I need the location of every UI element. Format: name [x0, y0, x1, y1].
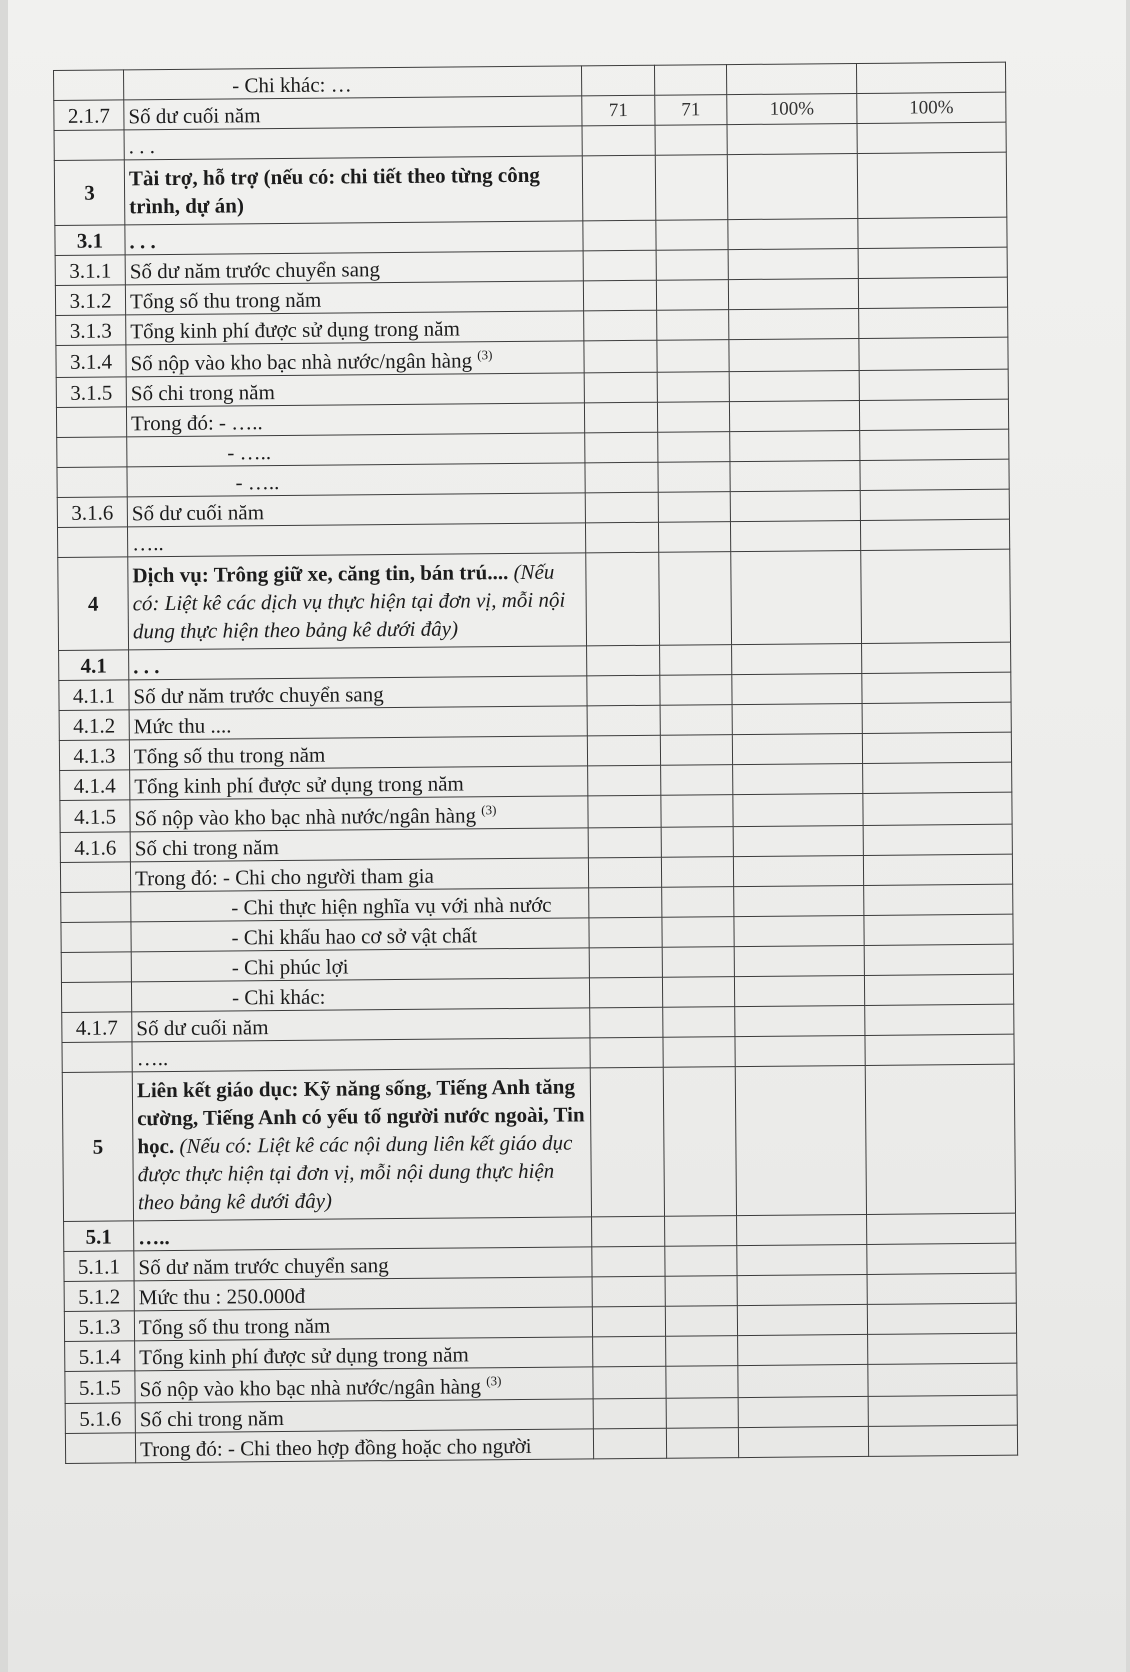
- row-label: [131, 888, 589, 922]
- row-label-text: …..: [132, 531, 164, 556]
- value-cell-v3: [729, 308, 859, 339]
- value-cell-v2: [665, 1276, 737, 1307]
- row-label: [132, 1068, 591, 1221]
- value-cell-v2: [666, 1428, 738, 1459]
- value-cell-v4: [865, 1034, 1014, 1065]
- row-label-text: Số dư cuối năm: [128, 103, 261, 129]
- value-cell-v4: [862, 672, 1011, 703]
- value-cell-v2: [662, 977, 734, 1008]
- row-code: 3.1.5: [56, 377, 126, 408]
- value-cell-v2: [656, 250, 728, 281]
- value-cell-v1: [593, 1428, 666, 1459]
- row-label-text: Số dư cuối năm: [131, 500, 265, 526]
- row-label: [124, 126, 582, 160]
- value-cell-v4: [867, 1273, 1016, 1304]
- row-label: [126, 403, 584, 437]
- row-label: [131, 918, 589, 952]
- value-cell-v3: [728, 248, 858, 279]
- row-label-text: . . .: [129, 229, 156, 254]
- row-label: [132, 1008, 590, 1042]
- value-cell-v3: [727, 123, 857, 154]
- value-cell-v4: [860, 489, 1009, 520]
- value-cell-v2: [654, 65, 726, 96]
- value-cell-v1: [584, 402, 657, 433]
- value-cell-v2: [661, 827, 733, 858]
- value-cell-v4: [867, 1213, 1016, 1244]
- value-cell-v4: [859, 399, 1008, 430]
- value-cell-v4: [862, 642, 1011, 673]
- value-cell-v4: [859, 307, 1008, 338]
- value-cell-v4: [863, 792, 1012, 825]
- footnote-marker: (3): [486, 1373, 502, 1389]
- value-cell-v3: [728, 218, 858, 249]
- value-cell-v4: [859, 369, 1008, 400]
- value-cell-v2: [662, 917, 734, 948]
- value-cell-v4: [857, 122, 1006, 153]
- row-label: [135, 1429, 593, 1463]
- value-cell-v1: [592, 1306, 665, 1337]
- row-label-text: …..: [136, 1046, 169, 1071]
- value-cell-v1: [592, 1246, 665, 1277]
- row-label: [126, 341, 584, 377]
- row-code: [54, 130, 124, 161]
- row-label-text: . . .: [128, 134, 156, 159]
- value-cell-v2: 71: [655, 95, 727, 126]
- value-cell-v4: [858, 277, 1007, 308]
- value-cell-v4: [864, 884, 1013, 915]
- value-cell-v1: [587, 705, 660, 736]
- value-cell-v1: [589, 917, 662, 948]
- row-label: [135, 1367, 593, 1403]
- value-cell-v3: [726, 63, 856, 94]
- value-cell-v4: [863, 854, 1012, 885]
- value-cell-v4: [860, 459, 1009, 490]
- value-cell-v4: [865, 1064, 1015, 1214]
- row-label: [131, 978, 589, 1012]
- section-note: (Nếu có: Liệt kê các nội dung liên kết giáo dục được thực hiện tại đơn vị, mỗi nội dung thực hiện theo bảng kê dưới đây): [137, 1130, 573, 1215]
- value-cell-v2: [666, 1398, 738, 1429]
- value-cell-v4: [868, 1425, 1017, 1456]
- row-label: [125, 281, 583, 315]
- value-cell-v1: [587, 645, 660, 676]
- value-cell-v3: [735, 1005, 865, 1036]
- value-cell-v4: [859, 337, 1008, 370]
- value-cell-v2: [661, 857, 733, 888]
- value-cell-v3: 100%: [727, 93, 857, 124]
- value-cell-v2: [663, 1007, 735, 1038]
- row-label: [134, 1217, 592, 1251]
- table-row: [54, 152, 1007, 225]
- section-title: Tài trợ, hỗ trợ (nếu có: chi tiết theo từng công trình, dự án): [128, 162, 540, 219]
- value-cell-v4: [863, 762, 1012, 793]
- value-cell-v3: [733, 855, 863, 886]
- value-cell-v1: [592, 1216, 665, 1247]
- value-cell-v4: [868, 1395, 1017, 1426]
- value-cell-v2: [658, 462, 730, 493]
- value-cell-v1: [593, 1336, 666, 1367]
- value-cell-v1: [589, 887, 662, 918]
- value-cell-v1: 71: [582, 95, 655, 126]
- value-cell-v3: [732, 643, 862, 674]
- row-code: [54, 70, 124, 101]
- value-cell-v3: [733, 825, 863, 856]
- value-cell-v4: [863, 824, 1012, 855]
- row-label-text: Tổng kinh phí được sử dụng trong năm: [130, 316, 460, 344]
- row-code: 5.1.2: [64, 1281, 134, 1312]
- value-cell-v3: [734, 945, 864, 976]
- row-label-text: - Chi phúc lợi: [231, 954, 349, 980]
- row-label: [125, 251, 583, 285]
- row-label: [130, 796, 588, 832]
- value-cell-v2: [666, 1366, 738, 1399]
- value-cell-v3: [728, 278, 858, 309]
- row-label: [124, 156, 583, 225]
- row-label-text: Số chi trong năm: [139, 1406, 284, 1432]
- value-cell-v4: [860, 519, 1009, 550]
- row-code: 5.1.1: [64, 1251, 134, 1282]
- value-cell-v2: [663, 1037, 735, 1068]
- value-cell-v4: [864, 944, 1013, 975]
- section-title: Liên kết giáo dục: Kỹ năng sống, Tiếng Anh tăng cường, Tiếng Anh có yếu tố người nước ngoài, Tin học.: [136, 1074, 585, 1159]
- value-cell-v2: [657, 340, 729, 373]
- row-label-text: Số dư năm trước chuyển sang: [133, 682, 384, 709]
- value-cell-v3: [733, 763, 863, 794]
- row-code: [61, 922, 131, 953]
- row-code: 3.1: [55, 225, 125, 256]
- value-cell-v3: [738, 1396, 868, 1427]
- row-code: 5: [62, 1072, 133, 1222]
- value-cell-v3: [730, 430, 860, 461]
- row-code: 4.1.7: [62, 1012, 132, 1043]
- row-label: [124, 66, 582, 100]
- section-title: Dịch vụ: Trông giữ xe, căng tin, bán trú....: [132, 560, 509, 588]
- row-code: 4.1.4: [60, 770, 130, 801]
- value-cell-v3: [737, 1214, 867, 1245]
- value-cell-v4: [868, 1363, 1017, 1396]
- row-code: 5.1.6: [65, 1403, 135, 1434]
- table-body: [54, 62, 1018, 1463]
- row-code: [65, 1433, 135, 1464]
- row-label: [127, 463, 585, 497]
- value-cell-v2: [665, 1306, 737, 1337]
- value-cell-v2: [663, 1067, 736, 1217]
- row-code: 4.1.2: [59, 710, 129, 741]
- value-cell-v2: [660, 705, 732, 736]
- row-code: [61, 892, 131, 923]
- row-label-text: Số nộp vào kho bạc nhà nước/ngân hàng: [134, 803, 477, 831]
- row-label-text: Mức thu : 250.000đ: [138, 1283, 306, 1310]
- value-cell-v1: [585, 492, 658, 523]
- row-label-text: Số nộp vào kho bạc nhà nước/ngân hàng: [130, 348, 473, 376]
- value-cell-v1: [583, 220, 656, 251]
- row-label-text: Số nộp vào kho bạc nhà nước/ngân hàng: [139, 1374, 482, 1402]
- value-cell-v2: [657, 372, 729, 403]
- value-cell-v3: [734, 915, 864, 946]
- value-cell-v4: [864, 914, 1013, 945]
- value-cell-v4: [867, 1243, 1016, 1274]
- row-label: [127, 433, 585, 467]
- row-label: [125, 221, 583, 255]
- value-cell-v3: [735, 1065, 866, 1215]
- financial-report-sheet: [53, 62, 1018, 1464]
- row-label-text: Số chi trong năm: [134, 835, 279, 861]
- value-cell-v2: [659, 552, 732, 646]
- value-cell-v4: 100%: [857, 92, 1006, 123]
- row-code: 5.1: [64, 1221, 134, 1252]
- value-cell-v3: [738, 1426, 868, 1457]
- value-cell-v2: [660, 645, 732, 676]
- value-cell-v1: [584, 372, 657, 403]
- row-label-text: Số chi trong năm: [130, 380, 276, 406]
- value-cell-v4: [858, 217, 1007, 248]
- table-row: [58, 549, 1011, 650]
- value-cell-v1: [588, 827, 661, 858]
- row-label-text: Số dư cuối năm: [136, 1015, 269, 1041]
- row-code: [57, 527, 127, 558]
- value-cell-v2: [660, 735, 732, 766]
- row-code: 3.1.1: [55, 255, 125, 286]
- row-code: 2.1.7: [54, 100, 124, 131]
- value-cell-v4: [860, 429, 1009, 460]
- row-label: [135, 1337, 593, 1371]
- value-cell-v3: [733, 793, 863, 826]
- value-cell-v2: [658, 492, 730, 523]
- value-cell-v1: [588, 765, 661, 796]
- row-label-text: Trong đó: - Chi theo hợp đồng hoặc cho người: [139, 1433, 532, 1462]
- row-label-text: Trong đó: - …..: [130, 410, 263, 436]
- value-cell-v2: [658, 522, 730, 553]
- row-label-text: Số dư năm trước chuyển sang: [138, 1253, 389, 1280]
- value-cell-v3: [730, 460, 860, 491]
- value-cell-v3: [738, 1334, 868, 1365]
- value-cell-v2: [658, 432, 730, 463]
- value-cell-v3: [729, 370, 859, 401]
- row-label: [134, 1277, 592, 1311]
- value-cell-v1: [590, 1007, 663, 1038]
- row-label-text: Tổng số thu trong năm: [138, 1313, 331, 1340]
- footnote-marker: (3): [477, 347, 493, 363]
- row-label-text: - …..: [235, 470, 280, 495]
- value-cell-v3: [738, 1364, 868, 1397]
- row-code: 4.1.1: [59, 680, 129, 711]
- row-label-text: Tổng số thu trong năm: [129, 287, 322, 314]
- row-label: [127, 523, 585, 557]
- row-code: [62, 1042, 132, 1073]
- value-cell-v2: [661, 765, 733, 796]
- row-code: 5.1.4: [65, 1341, 135, 1372]
- value-cell-v3: [732, 673, 862, 704]
- row-label: [130, 858, 588, 892]
- value-cell-v3: [737, 1274, 867, 1305]
- row-code: [61, 982, 131, 1013]
- row-label: [134, 1307, 592, 1341]
- value-cell-v2: [665, 1246, 737, 1277]
- value-cell-v3: [732, 703, 862, 734]
- row-code: 4.1.3: [59, 740, 129, 771]
- value-cell-v3: [729, 338, 859, 371]
- row-code: 4.1.5: [60, 800, 130, 833]
- row-label: [132, 1038, 590, 1072]
- value-cell-v2: [657, 402, 729, 433]
- value-cell-v1: [581, 65, 654, 96]
- value-cell-v2: [655, 125, 727, 156]
- value-cell-v3: [734, 885, 864, 916]
- value-cell-v4: [867, 1303, 1016, 1334]
- row-label-text: - Chi khấu hao cơ sở vật chất: [231, 923, 478, 950]
- value-cell-v1: [590, 1067, 664, 1217]
- row-label-text: Trong đó: - Chi cho người tham gia: [134, 863, 434, 891]
- value-cell-v4: [856, 62, 1005, 93]
- value-cell-v3: [727, 153, 858, 219]
- row-label-text: Mức thu ....: [133, 713, 232, 739]
- value-cell-v3: [730, 520, 860, 551]
- value-cell-v2: [657, 310, 729, 341]
- value-cell-v1: [583, 250, 656, 281]
- row-code: [57, 467, 127, 498]
- row-label: [129, 736, 587, 770]
- value-cell-v4: [864, 974, 1013, 1005]
- row-label: [128, 553, 587, 650]
- row-code: 3.1.4: [56, 345, 126, 378]
- value-cell-v3: [732, 733, 862, 764]
- row-code: [61, 952, 131, 983]
- section-note: (Nếu có: Liệt kê các dịch vụ thực hiện tại đơn vị, mỗi nội dung thực hiện theo bảng kê dưới đây): [132, 559, 566, 644]
- value-cell-v1: [583, 280, 656, 311]
- value-cell-v1: [585, 522, 658, 553]
- value-cell-v2: [662, 947, 734, 978]
- row-label: [131, 948, 589, 982]
- footnote-marker: (3): [481, 802, 497, 818]
- value-cell-v1: [593, 1398, 666, 1429]
- value-cell-v1: [584, 340, 657, 373]
- row-label: [130, 828, 588, 862]
- row-label: [134, 1247, 592, 1281]
- row-code: 3: [54, 160, 125, 226]
- value-cell-v4: [862, 702, 1011, 733]
- value-cell-v3: [735, 1035, 865, 1066]
- value-cell-v1: [582, 125, 655, 156]
- row-code: [56, 407, 126, 438]
- row-label: [129, 706, 587, 740]
- value-cell-v3: [737, 1244, 867, 1275]
- value-cell-v2: [655, 155, 728, 221]
- paper-page: [8, 0, 1126, 1672]
- row-label-text: - Chi thực hiện nghĩa vụ với nhà nước: [231, 892, 552, 920]
- row-label-text: - Chi khác:: [231, 984, 326, 1010]
- value-cell-v1: [589, 977, 662, 1008]
- value-cell-v2: [656, 220, 728, 251]
- value-cell-v3: [730, 490, 860, 521]
- value-cell-v1: [582, 155, 656, 221]
- row-label: [135, 1399, 593, 1433]
- row-label: [126, 311, 584, 345]
- value-cell-v4: [862, 732, 1011, 763]
- value-cell-v1: [586, 552, 660, 646]
- value-cell-v1: [592, 1276, 665, 1307]
- row-code: 3.1.6: [57, 497, 127, 528]
- row-code: 4.1.6: [60, 832, 130, 863]
- value-cell-v3: [737, 1304, 867, 1335]
- row-code: [57, 437, 127, 468]
- row-code: 5.1.3: [64, 1311, 134, 1342]
- value-cell-v1: [587, 675, 660, 706]
- value-cell-v4: [868, 1333, 1017, 1364]
- value-cell-v1: [593, 1366, 666, 1399]
- value-cell-v1: [588, 795, 661, 828]
- value-cell-v2: [662, 887, 734, 918]
- value-cell-v4: [865, 1004, 1014, 1035]
- row-label-text: Số dư năm trước chuyển sang: [129, 257, 381, 284]
- value-cell-v1: [585, 432, 658, 463]
- value-cell-v1: [585, 462, 658, 493]
- row-code: 3.1.2: [55, 285, 125, 316]
- value-cell-v3: [731, 550, 862, 644]
- value-cell-v2: [666, 1336, 738, 1367]
- table-row: [62, 1064, 1015, 1221]
- row-label-text: - …..: [227, 440, 272, 465]
- value-cell-v4: [861, 549, 1011, 643]
- value-cell-v1: [588, 857, 661, 888]
- row-label-text: Tổng số thu trong năm: [133, 742, 326, 769]
- value-cell-v2: [656, 280, 728, 311]
- value-cell-v1: [589, 947, 662, 978]
- row-label-text: - Chi khác: …: [232, 72, 352, 98]
- value-cell-v1: [584, 310, 657, 341]
- value-cell-v2: [661, 795, 733, 828]
- row-label: [127, 493, 585, 527]
- value-cell-v3: [734, 975, 864, 1006]
- value-cell-v4: [857, 152, 1007, 218]
- row-code: [60, 862, 130, 893]
- row-code: 5.1.5: [65, 1371, 135, 1404]
- row-label: [130, 766, 588, 800]
- value-cell-v2: [660, 675, 732, 706]
- row-label: [129, 646, 587, 680]
- row-label-text: …..: [138, 1225, 170, 1250]
- revenue-expenditure-table: [53, 62, 1018, 1464]
- row-label: [124, 96, 582, 130]
- value-cell-v1: [590, 1037, 663, 1068]
- row-label: [129, 676, 587, 710]
- row-code: 4: [58, 557, 129, 651]
- row-label-text: Tổng kinh phí được sử dụng trong năm: [139, 1342, 469, 1370]
- row-label: [126, 373, 584, 407]
- value-cell-v3: [729, 400, 859, 431]
- value-cell-v4: [858, 247, 1007, 278]
- value-cell-v2: [665, 1216, 737, 1247]
- row-code: 3.1.3: [56, 315, 126, 346]
- value-cell-v1: [587, 735, 660, 766]
- row-label-text: . . .: [133, 654, 160, 679]
- row-label-text: Tổng kinh phí được sử dụng trong năm: [134, 771, 464, 799]
- row-code: 4.1: [59, 650, 129, 681]
